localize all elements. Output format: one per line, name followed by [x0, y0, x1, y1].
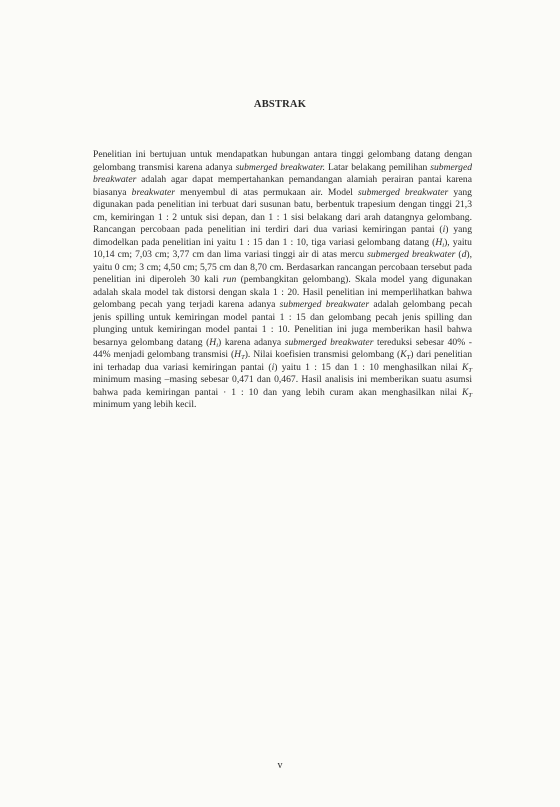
text-run: minimum masing –masing sebesar 0,471 dan 0,467. Hasil analisis ini memberikan suatu asumsi bahwa pada kemiringan pantai · 1 : 10 dan yang lebih curam akan menghasilkan nilai [93, 374, 472, 398]
subscript-text: i [442, 241, 445, 249]
text-run: ( [455, 249, 462, 260]
text-run: ), yaitu 10,14 cm; 7,03 cm; 3,77 cm dan lima variasi tinggi air di atas mercu [93, 236, 472, 260]
subscript [468, 392, 472, 399]
text-run: ). Nilai koefisien transmisi gelombang ( [244, 349, 401, 360]
text-run: ) yang dimodelkan pada penelitian ini yaitu 1 : 15 dan 1 : 10, tiga variasi gelombang datang ( [93, 224, 472, 248]
subscript-text: i [216, 341, 219, 349]
italic-term: run [222, 274, 237, 285]
italic-term: H [209, 336, 217, 348]
italic-term: H [435, 236, 443, 248]
text-run: yang digunakan pada penelitian ini terbuat dari susunan batu, berbentuk trapesium dengan tinggi 21,3 cm, kemiringan 1 : 2 untuk sisi depan, dan 1 : 1 sisi belakang dari arah datangnya gelombang. Rancangan percobaan pada penelitian ini terdiri dari dua variasi kemiringan pantai ( [93, 186, 472, 235]
italic-term: H [234, 349, 242, 360]
italic-term: breakwater [131, 186, 176, 198]
text-run: adalah gelombang pecah jenis spilling untuk kemiringan model pantai 1 : 15 dan gelombang pecah jenis spilling dan plunging untuk kemiringan model pantai 1 : 10. Penelitian ini juga memberikan hasil bahwa besarnya gelombang datang ( [93, 299, 472, 348]
italic-term: K [461, 386, 469, 398]
italic-term: submerged breakwater [279, 299, 370, 310]
text-run: Latar belakang pemilihan [325, 161, 431, 173]
italic-term: d [461, 249, 467, 260]
italic-term: submerged breakwater [93, 161, 472, 185]
italic-term: K [461, 361, 469, 373]
text-run: adalah agar dapat mempertahankan pemandangan alamiah perairan pantai karena biasanya [93, 174, 472, 198]
subscript [468, 367, 472, 374]
italic-term: submerged breakwater [367, 249, 456, 260]
italic-term: K [400, 349, 407, 360]
abstract-title: ABSTRAK [253, 99, 307, 110]
text-run: Penelitian ini bertujuan untuk mendapatkan hubungan antara tinggi gelombang datang dengan gelombang transmisi karena adanya [93, 149, 472, 173]
text-run: (pembangkitan gelombang). Skala model yang digunakan adalah skala model tak distorsi dengan skala 1 : 20. Hasil penelitian ini memperlihatkan bahwa gelombang pecah yang terjadi karena adanya [93, 274, 473, 310]
text-run: ) karena adanya [218, 336, 285, 348]
text-run: ), yaitu 0 cm; 3 cm; 4,50 cm; 5,75 cm dan 8,70 cm. Berdasarkan rancangan percobaan tersebut pada penelitian ini diperoleh 30 kali [93, 249, 472, 285]
italic-term: i [442, 224, 446, 235]
text-run: tereduksi sebesar 40% - 44% menjadi gelombang transmisi ( [93, 336, 473, 360]
subscript-text: T [241, 354, 245, 361]
text-run: minimum yang lebih kecil. [93, 399, 197, 410]
italic-term: i [271, 361, 275, 373]
text-run: ) yaitu 1 : 15 dan 1 : 10 menghasilkan nilai [274, 361, 462, 373]
subscript-text: T [406, 354, 411, 361]
text-run: ) dari penelitian ini terhadap dua variasi kemiringan pantai ( [93, 349, 472, 373]
italic-term: submerged breakwater [284, 336, 374, 348]
italic-term: submerged breakwater. [235, 161, 325, 173]
page-number: v [277, 760, 283, 771]
subscript-text: T [468, 391, 472, 399]
text-run: menyembul di atas permukaan air. Model [175, 186, 359, 198]
abstract-paragraph [93, 149, 472, 412]
italic-term: submerged breakwater [358, 186, 449, 198]
subscript-text: T [468, 366, 473, 374]
